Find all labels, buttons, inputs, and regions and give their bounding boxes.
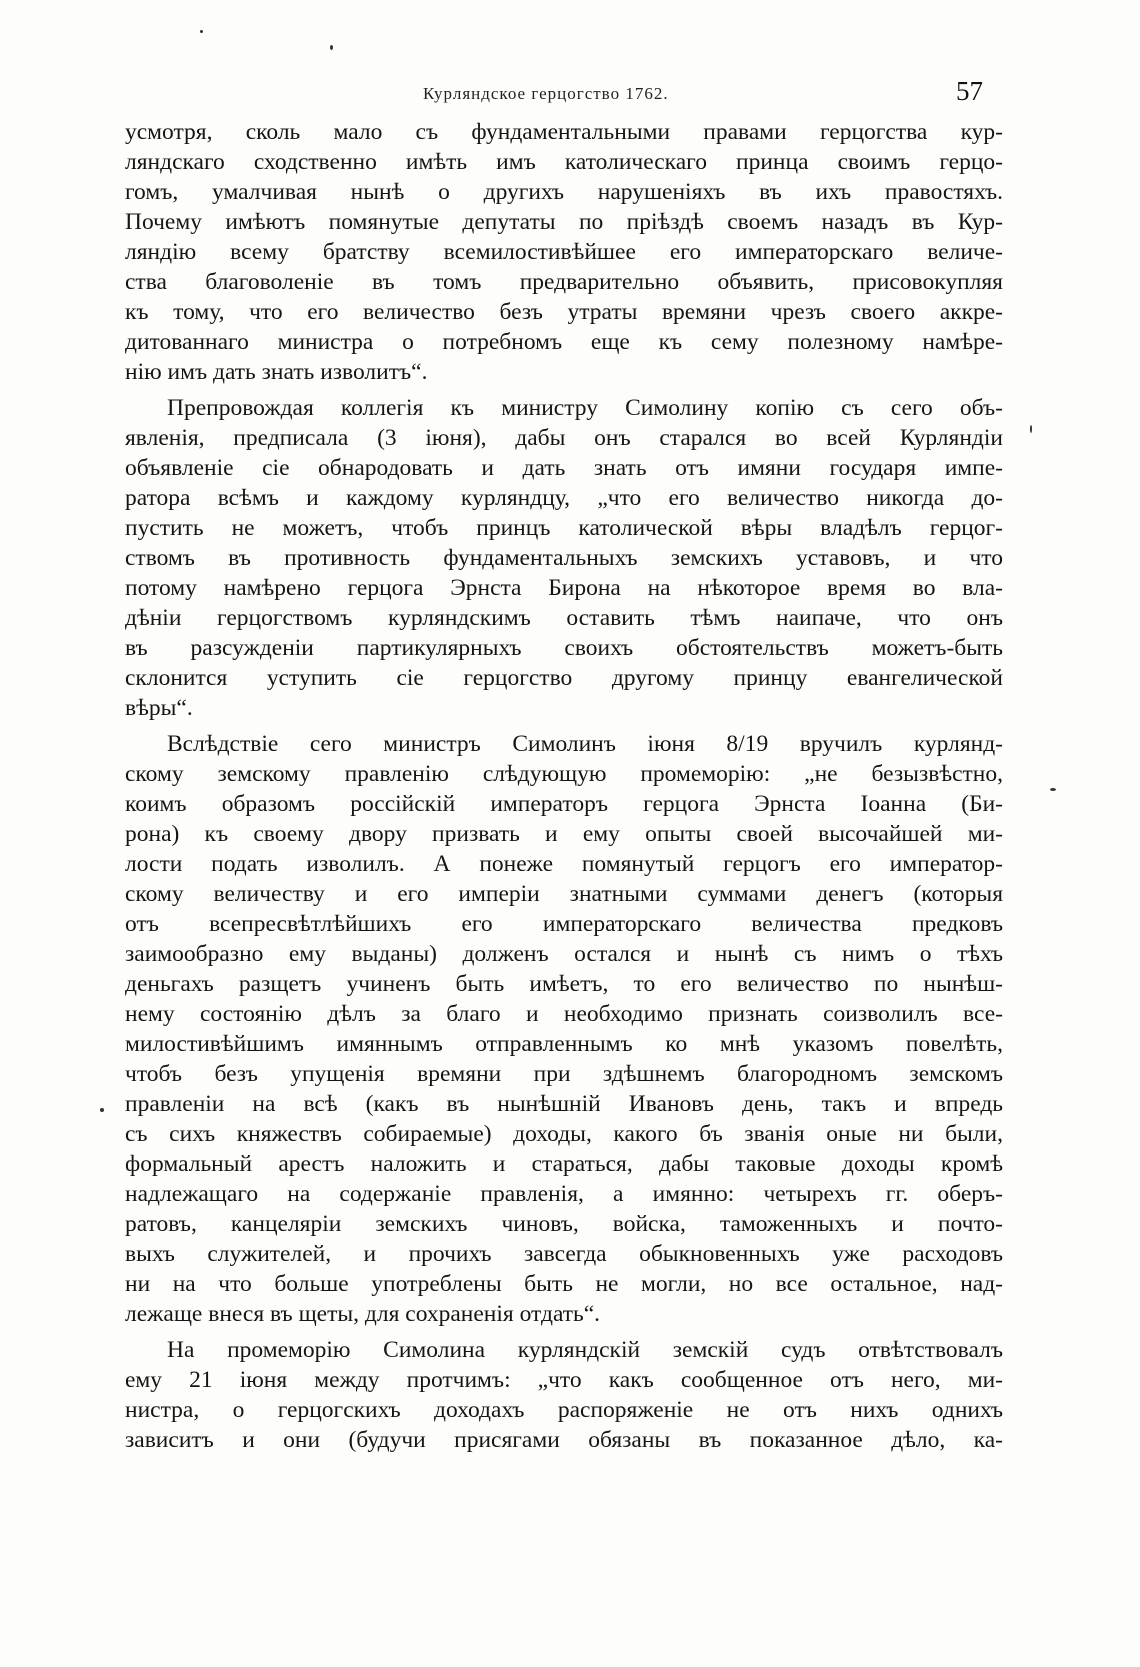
text-line: склонится уступить сіе герцогство другому принцу евангелической bbox=[125, 665, 1003, 691]
text-line: съ сихъ княжествъ собираемые) доходы, какого бъ званія оные ни были, bbox=[125, 1121, 1003, 1147]
running-head bbox=[125, 76, 995, 116]
text-line: нему состоянію дѣлъ за благо и необходимо признать соизволилъ все- bbox=[125, 1001, 1003, 1027]
text-line: правленіи на всѣ (какъ въ нынѣшній Ивановъ день, такъ и впредь bbox=[125, 1091, 1003, 1117]
text-line: ствомъ въ противность фундаментальныхъ земскихъ уставовъ, и что bbox=[125, 545, 1003, 571]
text-line: ляндію всему братству всемилостивѣйшее его императорскаго величе- bbox=[125, 239, 1003, 265]
text-line: ляндскаго сходственно имѣть имъ католическаго принца своимъ герцо- bbox=[125, 149, 1003, 175]
text-line: Почему имѣютъ помянутые депутаты по пріѣздѣ своемъ назадъ въ Кур- bbox=[125, 209, 1003, 235]
text-line: деньгахъ разщетъ учиненъ быть имѣетъ, то его величество по нынѣш- bbox=[125, 971, 1003, 997]
paragraph-3 bbox=[125, 729, 1003, 1329]
text-line: потому намѣрено герцога Эрнста Бирона на нѣкоторое время во вла- bbox=[125, 575, 1003, 601]
text-line: ратора всѣмъ и каждому курляндцу, „что его величество никогда до- bbox=[125, 485, 1003, 511]
text-line: отъ всепресвѣтлѣйшихъ его императорскаго величества предковъ bbox=[125, 911, 1003, 937]
text-line: выхъ служителей, и прочихъ завсегда обыкновенныхъ уже расходовъ bbox=[125, 1241, 1003, 1267]
text-line: Вслѣдствіе сего министръ Симолинъ іюня 8/19 вручилъ курлянд- bbox=[167, 731, 1003, 757]
body-text bbox=[125, 117, 1003, 1461]
text-line: милостивѣйшимъ имяннымъ отправленнымъ ко мнѣ указомъ повелѣть, bbox=[125, 1031, 1003, 1057]
text-line: надлежащаго на содержаніе правленія, а имянно: четырехъ гг. оберъ- bbox=[125, 1181, 1003, 1207]
text-line: скому величеству и его имперіи знатными суммами денегъ (которыя bbox=[125, 881, 1003, 907]
text-line: заимообразно ему выданы) долженъ остался и нынѣ съ нимъ о тѣхъ bbox=[125, 941, 1003, 967]
text-line: лежаще внеся въ щеты, для сохраненія отдать“. bbox=[125, 1301, 601, 1327]
text-line: пустить не можетъ, чтобъ принцъ католической вѣры владѣлъ герцог- bbox=[125, 515, 1003, 541]
paragraph-2 bbox=[125, 393, 1003, 723]
text-line: скому земскому правленію слѣдующую промеморію: „не безызвѣстно, bbox=[125, 761, 1003, 787]
paragraph-1 bbox=[125, 117, 1003, 387]
text-line: нію имъ дать знать изволитъ“. bbox=[125, 359, 428, 385]
text-line: нистра, о герцогскихъ доходахъ распоряженіе не отъ нихъ однихъ bbox=[125, 1397, 1003, 1423]
text-line: На промеморію Симолина курляндскій земскій судъ отвѣтствовалъ bbox=[167, 1337, 1003, 1363]
scan-speck bbox=[1050, 788, 1056, 791]
text-line: формальный арестъ наложить и стараться, дабы таковые доходы кромѣ bbox=[125, 1151, 1003, 1177]
running-title: Курляндское герцогство 1762. bbox=[423, 84, 669, 103]
text-line: усмотря, сколь мало съ фундаментальными правами герцогства кур- bbox=[125, 119, 1003, 145]
text-line: явленія, предписала (3 іюня), дабы онъ старался во всей Курляндіи bbox=[125, 425, 1003, 451]
text-line: дѣніи герцогствомъ курляндскимъ оставить тѣмъ наипаче, что онъ bbox=[125, 605, 1003, 631]
text-line: ни на что больше употреблены быть не могли, но все остальное, над- bbox=[125, 1271, 1003, 1297]
text-line: гомъ, умалчивая нынѣ о другихъ нарушеніяхъ въ ихъ правостяхъ. bbox=[125, 179, 1003, 205]
text-line: ства благоволеніе въ томъ предварительно объявить, присовокупляя bbox=[125, 269, 1003, 295]
text-line: чтобъ безъ упущенія времяни при здѣшнемъ благородномъ земскомъ bbox=[125, 1061, 1003, 1087]
text-line: лости подать изволилъ. А понеже помянутый герцогъ его император- bbox=[125, 851, 1003, 877]
paragraph-4 bbox=[125, 1335, 1003, 1455]
scan-speck bbox=[1030, 425, 1032, 433]
text-line: Препровождая коллегія къ министру Симолину копію съ сего объ- bbox=[167, 395, 1003, 421]
text-line: коимъ образомъ россійскій императоръ герцога Эрнста Іоанна (Би- bbox=[125, 791, 1003, 817]
text-line: въ разсужденіи партикулярныхъ своихъ обстоятельствъ можетъ-быть bbox=[125, 635, 1003, 661]
text-line: къ тому, что его величество безъ утраты времяни чрезъ своего аккре- bbox=[125, 299, 1003, 325]
text-line: ратовъ, канцеляріи земскихъ чиновъ, войска, таможенныхъ и почто- bbox=[125, 1211, 1003, 1237]
text-line: дитованнаго министра о потребномъ еще къ сему полезному намѣре- bbox=[125, 329, 1003, 355]
text-line: рона) къ своему двору призвать и ему опыты своей высочайшей ми- bbox=[125, 821, 1003, 847]
text-line: зависитъ и они (будучи присягами обязаны въ показанное дѣло, ка- bbox=[125, 1427, 1003, 1453]
scan-speck bbox=[100, 1108, 104, 1112]
scan-speck bbox=[330, 45, 333, 50]
text-line: вѣры“. bbox=[125, 695, 193, 721]
page-number: 57 bbox=[956, 76, 983, 106]
text-line: ему 21 іюня между протчимъ: „что какъ сообщенное отъ него, ми- bbox=[125, 1367, 1003, 1393]
text-line: объявленіе сіе обнародовать и дать знать отъ имяни государя импе- bbox=[125, 455, 1003, 481]
scan-speck bbox=[200, 30, 203, 33]
